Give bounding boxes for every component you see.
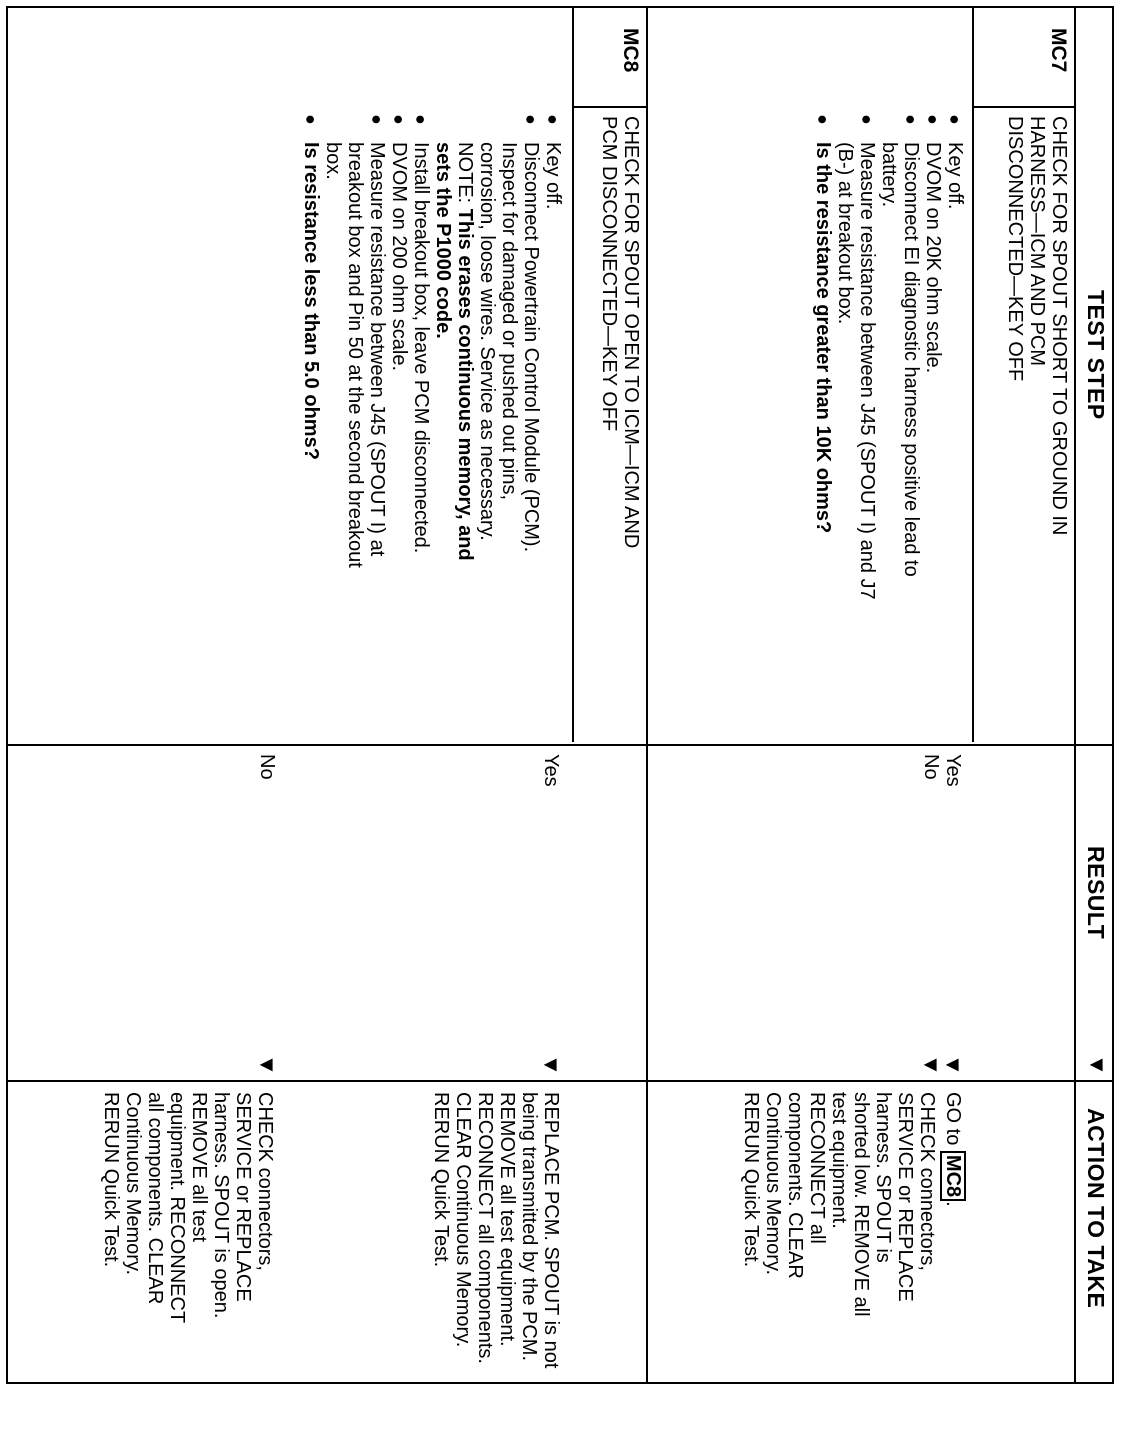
- header-action: ACTION TO TAKE: [1083, 1108, 1109, 1309]
- mc8-code-cell-bottom: [572, 6, 574, 742]
- mc7-action-no: CHECK connectors, SERVICE or REPLACE harness. SPOUT is shorted low. REMOVE all test equipment. RECONNECT all components. CLEAR Continuous Memory. RERUN Quick Test.: [740, 1092, 938, 1317]
- list-item: ● Install breakout box, leave PCM disconnected.: [410, 112, 432, 672]
- mc8-code: MC8: [619, 28, 642, 73]
- mc7-code-cell: [974, 106, 1076, 108]
- header-arrow-icon: ▼: [1085, 1054, 1110, 1076]
- list-item: ● DVOM on 20K ohm scale.: [922, 112, 944, 692]
- column-divider-2: [6, 1080, 1114, 1082]
- mc8-no-arrow-icon: ▼: [255, 1054, 280, 1076]
- mc8-action-yes: REPLACE PCM. SPOUT is not being transmitted by the PCM. REMOVE all test equipment. RECONNECT all components. CLEAR Continuous Memory. RERUN Quick Test.: [430, 1092, 562, 1369]
- header-result: RESULT: [1083, 846, 1109, 940]
- mc8-note: NOTE: This erases continuous memory, and sets the P1000 code.: [432, 142, 476, 561]
- mc8-yes-arrow-icon: ▼: [539, 1054, 564, 1076]
- mc8-steps: [300, 112, 564, 672]
- mc7-code-cell-bottom: [972, 6, 974, 742]
- list-item: ● Measure resistance between J45 (SPOUT I) and J7 (B-) at breakout box.: [834, 112, 878, 622]
- mc8-code-cell: [572, 106, 648, 108]
- mc8-reference-link[interactable]: MC8: [940, 1151, 966, 1201]
- row-divider: [646, 6, 648, 1384]
- mc7-result-no: No: [920, 754, 942, 780]
- mc7-title: CHECK FOR SPOUT SHORT TO GROUND IN HARNESS—ICM AND PCM DISCONNECTED—KEY OFF: [1004, 116, 1070, 536]
- list-item: ● Is the resistance greater than 10K ohms?: [812, 112, 834, 692]
- mc7-no-arrow-icon: ▼: [919, 1054, 944, 1076]
- mc7-steps: [812, 112, 966, 692]
- column-divider-1: [6, 744, 1114, 746]
- mc7-result-yes: Yes: [942, 754, 964, 787]
- header-divider: [1074, 6, 1076, 1384]
- list-item: ● Measure resistance between J45 (SPOUT I) at breakout box and Pin 50 at the second breakout box.: [322, 112, 388, 602]
- mc8-action-no: CHECK connectors, SERVICE or REPLACE harness. SPOUT is open. REMOVE all test equipment. RECONNECT all components. CLEAR Continuous Memory. RERUN Quick Test.: [100, 1092, 276, 1323]
- list-item: ● DVOM on 200 ohm scale.: [388, 112, 410, 672]
- list-item: ● Key off.: [944, 112, 966, 692]
- mc7-yes-arrow-icon: ▼: [941, 1054, 966, 1076]
- mc7-action-yes: GO to MC8.: [942, 1092, 964, 1207]
- list-item: ● Key off.: [542, 112, 564, 672]
- mc7-code: MC7: [1047, 28, 1070, 73]
- list-item: ● Disconnect Powertrain Control Module (PCM). Inspect for damaged or pushed out pins, corrosion, loose wires. Service as necessary.: [476, 112, 542, 582]
- list-item: ● Is resistance less than 5.0 ohms?: [300, 112, 322, 672]
- mc8-title: CHECK FOR SPOUT OPEN TO ICM—ICM AND PCM DISCONNECTED—KEY OFF: [598, 116, 642, 549]
- header-test-step: TEST STEP: [1083, 290, 1109, 420]
- list-item: ● Disconnect EI diagnostic harness positive lead to battery.: [878, 112, 922, 592]
- mc8-result-no: No: [256, 754, 278, 780]
- mc8-result-yes: Yes: [540, 754, 562, 787]
